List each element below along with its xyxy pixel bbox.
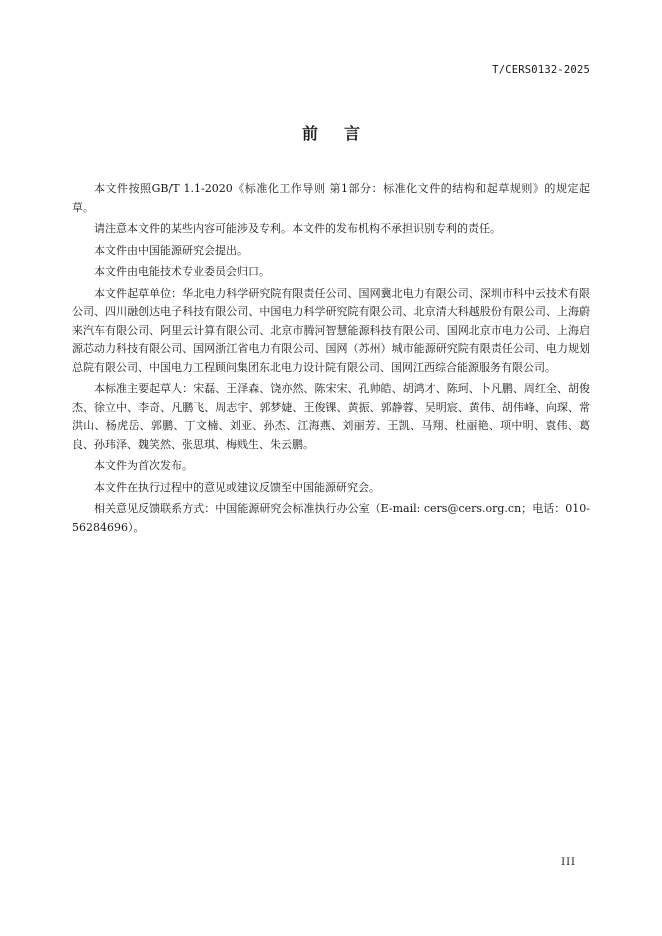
paragraph-drafters: 本标准主要起草人：宋磊、王泽森、饶亦然、陈宋宋、孔帅皓、胡鸿才、陈珂、卜凡鹏、周红全、胡俊杰、徐立中、李奇、凡鹏飞、周志宇、郭梦婕、王俊锞、黄振、郭静蓉、吴明宸、黄伟、胡伟峰、向琛、常洪山、杨虎岳、郭鹏、丁文楠、刘亚、孙杰、江海燕、刘丽芳、王凯、马翔、杜丽艳、项中明、袁伟、葛良、孙玮泽、魏笑然、张思琪、梅贱生、朱云鹏。: [72, 382, 590, 451]
paragraph-first-release: 本文件为首次发布。: [94, 459, 193, 472]
paragraph-committee: 本文件由电能技术专业委员会归口。: [94, 265, 270, 278]
page-title: 前言: [301, 124, 386, 143]
paragraph-patent-notice: 请注意本文件的某些内容可能涉及专利。本文件的发布机构不承担识别专利的责任。: [94, 222, 501, 235]
foreword-body: [72, 180, 590, 540]
paragraph-drafting-rules: 本文件按照GB/T 1.1-2020《标准化工作导则 第1部分：标准化文件的结构和起草规则》的规定起草。: [72, 182, 590, 214]
paragraph-contact: 相关意见反馈联系方式：中国能源研究会标准执行办公室（E-mail: cers@cers.org.cn；电话：010-56284696）。: [72, 502, 590, 534]
paragraph-feedback: 本文件在执行过程中的意见或建议反馈至中国能源研究会。: [94, 480, 380, 494]
paragraph-proposer: 本文件由中国能源研究会提出。: [94, 243, 248, 257]
paragraph-drafting-units: 本文件起草单位：华北电力科学研究院有限责任公司、国网冀北电力有限公司、深圳市科中云技术有限公司、四川融创达电子科技有限公司、中国电力科学研究院有限公司、北京清大科越股份有限公司、上海蔚来汽车有限公司、阿里云计算有限公司、北京市腾河智慧能源科技有限公司、国网北京市电力公司、上海启源芯动力科技有限公司、国网浙江省电力有限公司、国网（苏州）城市能源研究院有限责任公司、电力规划总院有限公司、中国电力工程顾问集团东北电力设计院有限公司、国网江西综合能源服务有限公司。: [72, 286, 590, 374]
page-number: III: [561, 857, 576, 868]
document-id: T/CERS0132-2025: [492, 64, 590, 76]
